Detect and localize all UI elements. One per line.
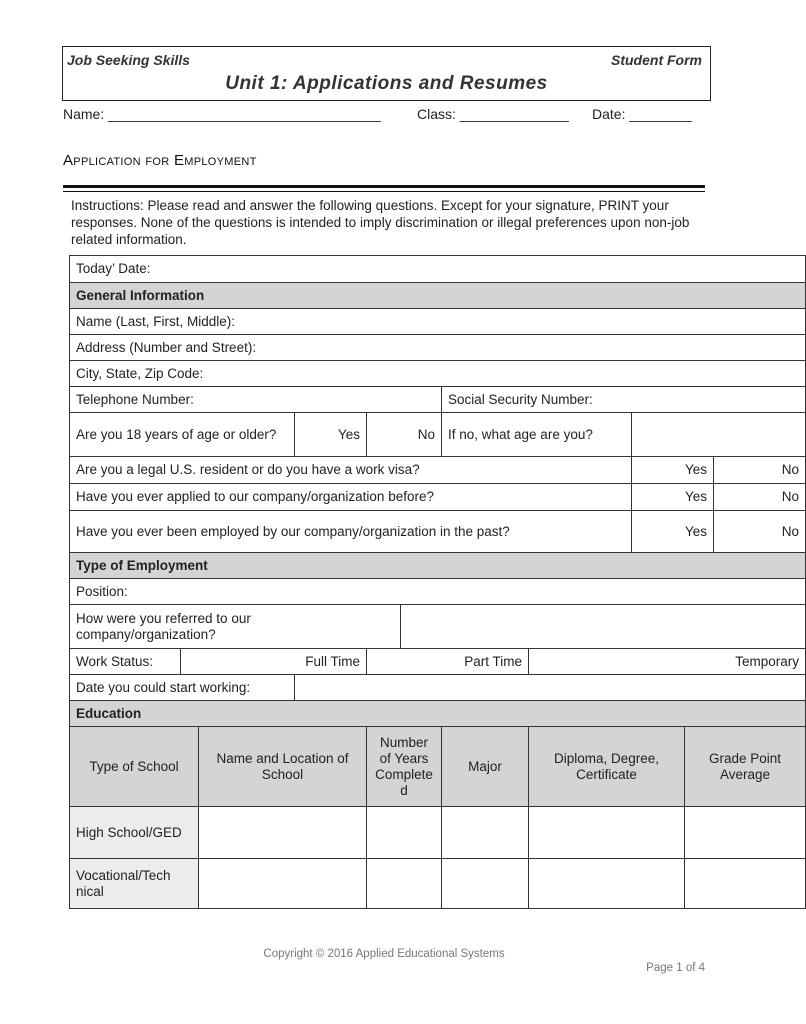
name-last-first-field[interactable]: Name (Last, First, Middle): xyxy=(70,309,806,335)
age-no-option[interactable]: No xyxy=(367,413,442,457)
section-title: Application for Employment xyxy=(63,152,257,169)
employed-question: Have you ever been employed by our company/organization in the past? xyxy=(70,511,632,553)
edu-cell[interactable] xyxy=(199,807,367,859)
table-row xyxy=(70,361,806,387)
referred-answer-field[interactable] xyxy=(401,605,806,649)
table-row xyxy=(70,675,806,701)
table-row xyxy=(70,511,806,553)
page-number: Page 1 of 4 xyxy=(646,962,705,974)
edu-cell[interactable] xyxy=(367,859,442,909)
applied-question: Have you ever applied to our company/organization before? xyxy=(70,484,632,511)
table-row xyxy=(70,859,806,909)
edu-cell[interactable] xyxy=(685,807,806,859)
ssn-field[interactable]: Social Security Number: xyxy=(442,387,806,413)
todays-date-field[interactable]: Today’ Date: xyxy=(70,256,806,283)
address-field[interactable]: Address (Number and Street): xyxy=(70,335,806,361)
table-row xyxy=(70,335,806,361)
edu-cell[interactable] xyxy=(442,807,529,859)
city-state-zip-field[interactable]: City, State, Zip Code: xyxy=(70,361,806,387)
course-name: Job Seeking Skills xyxy=(67,52,190,68)
start-date-field[interactable] xyxy=(295,675,806,701)
age-yes-option[interactable]: Yes xyxy=(295,413,367,457)
table-row xyxy=(70,256,806,283)
work-status-label: Work Status: xyxy=(70,649,181,675)
edu-header-name: Name and Location of School xyxy=(199,727,367,807)
table-row xyxy=(70,605,806,649)
table-row xyxy=(70,727,806,807)
general-info-heading: General Information xyxy=(70,283,806,309)
table-row xyxy=(70,649,806,675)
referred-question: How were you referred to our company/organization? xyxy=(70,605,401,649)
position-field[interactable]: Position: xyxy=(70,579,806,605)
table-row xyxy=(70,457,806,484)
edu-row-label: Vocational/Tech nical xyxy=(70,859,199,909)
education-heading: Education xyxy=(70,701,806,727)
edu-header-type: Type of School xyxy=(70,727,199,807)
age-question: Are you 18 years of age or older? xyxy=(70,413,295,457)
table-row xyxy=(70,413,806,457)
instructions: Instructions: Please read and answer the following questions. Except for your signature, PRINT your responses. None of the questions is intended to imply discrimination or illegal preferences upon non-job related information. xyxy=(71,198,690,247)
edu-header-major: Major xyxy=(442,727,529,807)
table-row xyxy=(70,579,806,605)
edu-header-gpa: Grade Point Average xyxy=(685,727,806,807)
divider xyxy=(63,185,705,188)
unit-title: Unit 1: Applications and Resumes xyxy=(225,73,548,94)
resident-no-option[interactable]: No xyxy=(714,457,806,484)
temporary-option[interactable]: Temporary xyxy=(529,649,806,675)
edu-cell[interactable] xyxy=(367,807,442,859)
edu-cell[interactable] xyxy=(685,859,806,909)
table-row xyxy=(70,484,806,511)
start-date-label: Date you could start working: xyxy=(70,675,295,701)
applied-no-option[interactable]: No xyxy=(714,484,806,511)
edu-row-label: High School/GED xyxy=(70,807,199,859)
edu-cell[interactable] xyxy=(529,859,685,909)
applied-yes-option[interactable]: Yes xyxy=(632,484,714,511)
telephone-field[interactable]: Telephone Number: xyxy=(70,387,442,413)
form-type: Student Form xyxy=(611,52,702,68)
application-form xyxy=(69,255,806,909)
employed-yes-option[interactable]: Yes xyxy=(632,511,714,553)
table-row xyxy=(70,387,806,413)
table-row xyxy=(70,701,806,727)
edu-cell[interactable] xyxy=(199,859,367,909)
copyright: Copyright © 2016 Applied Educational Systems xyxy=(263,948,505,960)
resident-question: Are you a legal U.S. resident or do you have a work visa? xyxy=(70,457,632,484)
age-answer-field[interactable] xyxy=(632,413,806,457)
table-row xyxy=(70,283,806,309)
full-time-option[interactable]: Full Time xyxy=(181,649,367,675)
name-field[interactable]: Name: ___________________________________ xyxy=(63,106,381,122)
part-time-option[interactable]: Part Time xyxy=(367,649,529,675)
edu-header-years: Number of Years Complete d xyxy=(367,727,442,807)
divider xyxy=(63,191,705,192)
class-field[interactable]: Class: ______________ xyxy=(417,106,569,122)
type-employment-heading: Type of Employment xyxy=(70,553,806,579)
edu-cell[interactable] xyxy=(529,807,685,859)
age-followup-question: If no, what age are you? xyxy=(442,413,632,457)
table-row xyxy=(70,309,806,335)
edu-cell[interactable] xyxy=(442,859,529,909)
resident-yes-option[interactable]: Yes xyxy=(632,457,714,484)
date-field[interactable]: Date: ________ xyxy=(592,106,692,122)
table-row xyxy=(70,807,806,859)
employed-no-option[interactable]: No xyxy=(714,511,806,553)
edu-header-diploma: Diploma, Degree, Certificate xyxy=(529,727,685,807)
table-row xyxy=(70,553,806,579)
header-box xyxy=(62,46,711,101)
